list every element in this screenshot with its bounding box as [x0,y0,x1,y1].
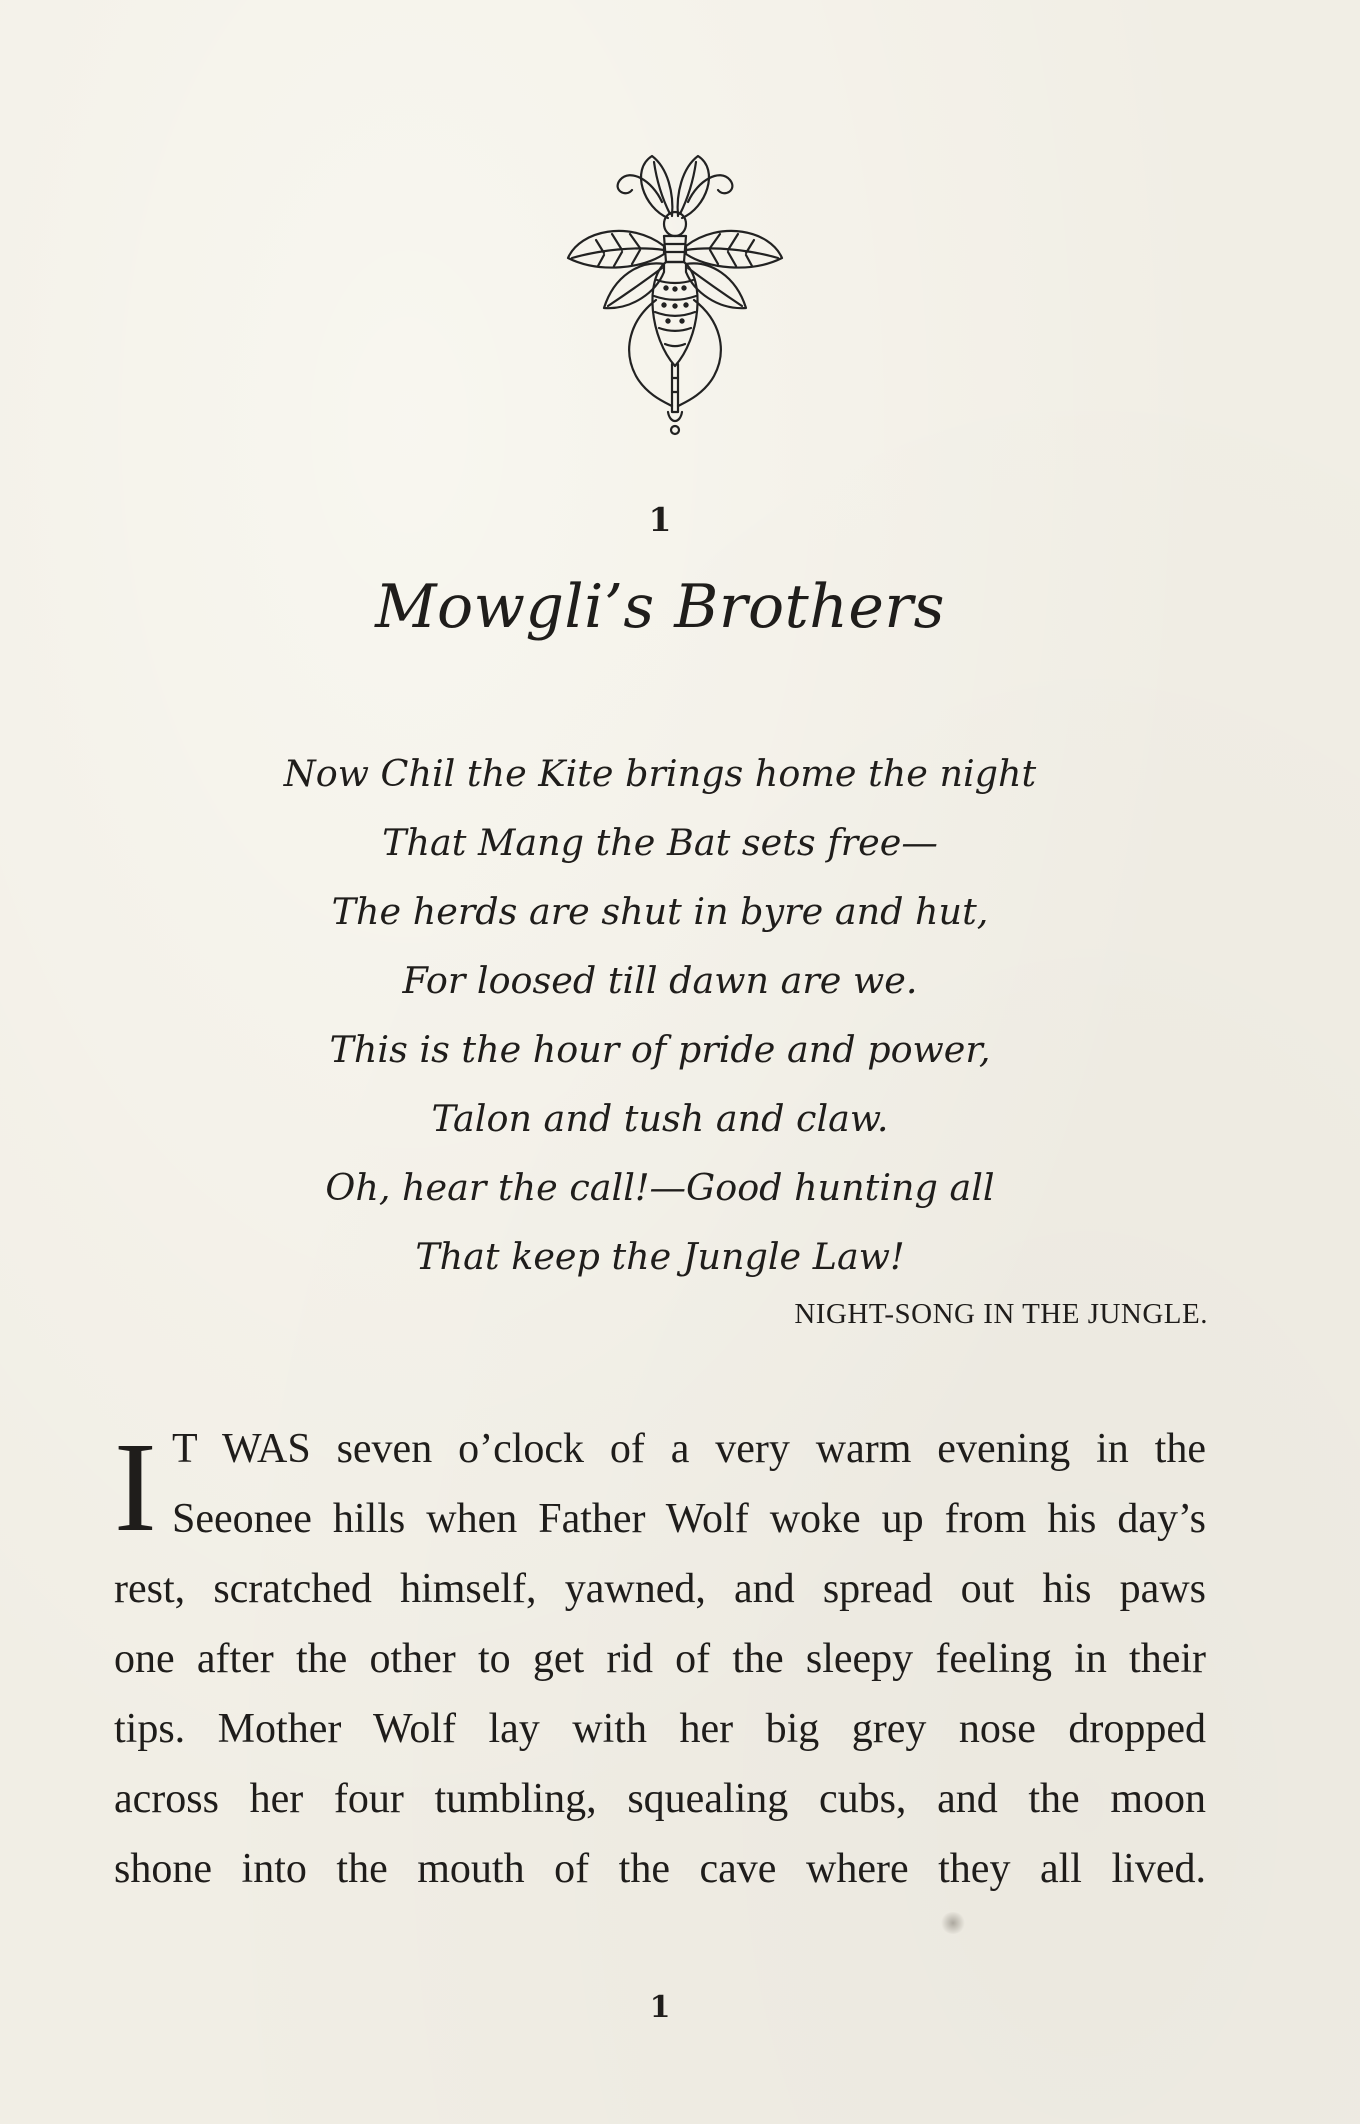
body-line: shone into the mouth of the cave where they all lived. [114,1846,1206,1892]
ink-smudge [940,1912,966,1934]
poem-line: That keep the Jungle Law! [415,1235,905,1278]
chapter-title: Mowgli’s Brothers [375,572,945,642]
body-line: tips. Mother Wolf lay with her big grey nose dropped [114,1706,1206,1752]
chapter-number: 1 [648,500,672,539]
poem-line: For loosed till dawn are we. [402,959,918,1002]
poem-line: The herds are shut in byre and hut, [331,890,989,933]
poem-line: This is the hour of pride and power, [329,1028,991,1071]
drop-cap: I [114,1416,157,1558]
poem-line: That Mang the Bat sets free— [382,821,938,864]
body-line: Seeonee hills when Father Wolf woke up from his day’s [172,1496,1206,1542]
body-paragraph [114,1414,1206,1904]
page-number: 1 [649,1990,671,2025]
epigraph-poem [0,745,1320,1297]
poem-line: Talon and tush and claw. [431,1097,889,1140]
beetle-ornament-icon [560,150,790,460]
body-line: across her four tumbling, squealing cubs, and the moon [114,1776,1206,1822]
body-line: T WAS seven o’clock of a very warm evening in the [172,1426,1206,1472]
poem-line: Oh, hear the call!—Good hunting all [325,1166,995,1209]
body-line: rest, scratched himself, yawned, and spread out his paws [114,1566,1206,1612]
body-line: one after the other to get rid of the sleepy feeling in their [114,1636,1206,1682]
poem-line: Now Chil the Kite brings home the night [283,752,1037,795]
epigraph-attribution: NIGHT-SONG IN THE JUNGLE. [794,1298,1208,1330]
